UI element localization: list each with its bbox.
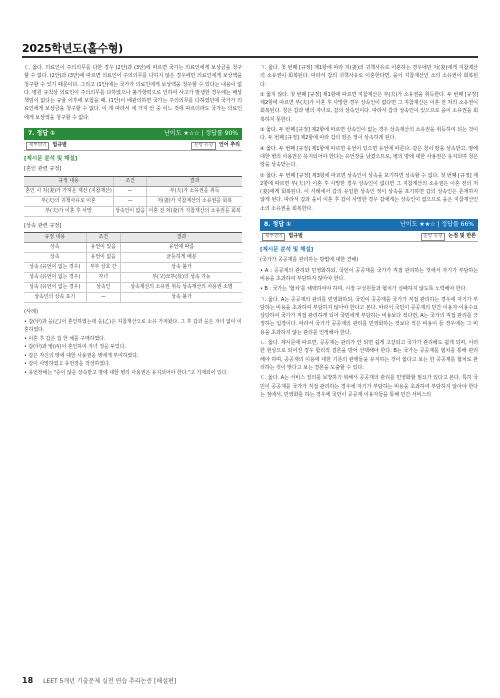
right-column: [260, 64, 478, 401]
marriage-rules-table: [24, 176, 242, 217]
list-item: • 유언장에는 "증이 않을 상속받고 땅에 대한 병의 사용권은 유지되어야 한다."고 기재되어 있다.: [24, 369, 228, 376]
table-cell: 유언에 따름: [121, 242, 243, 252]
table-cell: 상속인의 상속 포기: [24, 292, 86, 302]
table-header: 규정 내용: [24, 176, 114, 186]
table-cell: 상속 (유언이 없는 경우): [24, 262, 86, 272]
footer-text: LEET 5개년 기출문제 실전 연습 추리논증 [해설편]: [43, 678, 177, 685]
table-cell: 상속인: [86, 282, 120, 292]
table-cell: 상속인이 없음: [114, 206, 147, 216]
table-cell: 균등하게 배분: [121, 252, 243, 262]
table-row: [24, 282, 242, 292]
table-header: 조건: [86, 232, 120, 242]
answer-paragraph: ③ 옳다. 두 번째 [규정] 제2항에 따르면 상속인이 없는 경우 상속재산의 소유권을 취득하여 되는 것이다. 두 번째 [규정] 제2항에 따라 갑의 땅은 정이 상속하게 된다.: [260, 127, 478, 142]
answer-paragraph: ② 옳지 않다. 첫 번째 [규정] 제1항에 따르면 지참재산은 부(夫)가 소유권을 취득한다. 두 번째 [규정] 제2항에 따르면 부(夫)가 이혼 후 사망한 경우 상속인이 없다면 그 지참재산은 이혼 전 처의 소유권이 회복된다. 청은 갑과 병의 자녀로, 갑의 상속인이다. 따라서 갑의 상속인이 있으므로 을이 소유권을 회복하지 못한다.: [260, 91, 478, 123]
analysis-title: [제시문 분석 및 해설]: [260, 247, 314, 254]
tag-label: 문항 유형: [421, 233, 446, 241]
question-8-bar: [260, 219, 478, 231]
table-header: 규정 내용: [24, 232, 86, 242]
table-header: 결과: [121, 232, 243, 242]
table-cell: 유언이 있음: [86, 242, 120, 252]
tag-value: 법규범: [288, 233, 303, 240]
table-cell: 부(夫)가 소유권을 취득: [147, 186, 242, 196]
table-cell: 상속: [24, 242, 86, 252]
table-row: [24, 242, 242, 252]
table-cell: 상속 (유언이 없는 경우): [24, 272, 86, 282]
table-row: [24, 262, 242, 272]
question-8-tags: [260, 231, 478, 242]
table-cell: 상속재산의 소유권 취득 상속재산의 사용권 소멸: [121, 282, 243, 292]
table-row: [24, 252, 242, 262]
inheritance-rules-heading: [상속 관련 규정]: [24, 222, 62, 229]
table-cell: 부(夫)가 이혼 후 사망: [24, 206, 114, 216]
case-list: [24, 318, 242, 377]
question-8-number: 8. 정답 ①: [264, 221, 292, 229]
intro-paragraph: ㄷ. 옳다. 의료인이 주의의무를 다한 경우 (2안)과 (3안)에 따르면 국가는 의료인에게 보상금을 청구할 수 없다. (2안)과 (3안)에 따르면 의료인이 주의의무를 다하지 않은 경우에만 의료인에게 보상액을 청구할 수 있기 때문이다. 그리고 (1안)에는 국가가 의료인에게 보상액을 청구할 수 있다는 내용이 없다. 병원 규칙상 의료인이 주의의무를 다하였으나 불가항력으로 인하여 사고가 발생한 경우에는 배상책임이 없다는 규율 이후에 보험을 때. (1안)이 배관의하면 국가는 주의의무를 다하였던에 국가가 의료인에게 보상금을 청구할 수 없다. 이 개 따라서 세 가지 안 중 어느 것에 따르더라도 국가는 의료인에게 보상액을 청구할 수 없다.: [24, 65, 242, 121]
table-cell: —: [114, 186, 147, 196]
table-cell: —: [114, 196, 147, 206]
list-item: • 갑이 사망하였고 유언장을 작성하였다.: [24, 361, 111, 368]
table-header: 결과: [147, 176, 242, 186]
table-row: [24, 272, 242, 282]
answer-paragraph: ④ 옳다. 두 번째 [규정] 제1항에 따르면 유언이 있으면 유언에 따른다. 갑은 청이 땅을 상속받고, 땅에 대한 병의 사용권은 유지되어야 한다는 유언장을 남겼으므로, 병의 땅에 대한 사용권은 유지되며 청은 땅을 상속받는다.: [260, 145, 478, 169]
answer-paragraph: • B : 국가는 '협치'를 채택하여야 하며, 시장 구성원들과 협치가 실패하지 않도록 노력해야 한다.: [260, 286, 467, 293]
tag-value: 언어 추리: [218, 142, 240, 149]
list-item: • 이혼 후 갑은 집 한 채를 구매하였다.: [24, 335, 106, 342]
tag-label: 세부영역: [26, 142, 49, 150]
page-title: 2025학년도(홀수형): [22, 42, 123, 55]
question-7-number: 7. 정답 ①: [28, 130, 56, 138]
tag-value: 법규범: [52, 142, 67, 149]
table-row: [24, 186, 242, 196]
left-column: [24, 64, 242, 377]
answer-paragraph: ㄴ. 옳다. 제시문에 따르면, 공공재는 관리가 안 되면 쉽게 고갈되고 국가가 관리해도 쉽게 되며, 이러한 현상으로 되어진 경우 합리적 결론을 방어 선택해야 한다. B는 국가는 공공재를 협치를 통해 관리해야 하며, 공공재의 이용에 대한 기존의 관행들을 유지하는 것이 옳다고 보는 한 공공재를 협치로 관리하는 것이 맞다고 보는 결론을 도출할 수 있다.: [260, 340, 478, 371]
page-footer: [22, 676, 478, 685]
page-header: [22, 22, 478, 58]
case-heading: (사례): [24, 308, 39, 315]
tag-label: 세부영역: [262, 233, 285, 241]
answer-paragraph: ⑤ 옳다. 두 번째 [규정] 제3항에 따르면 상속인이 상속을 포기하면 상속할 수 없다. 첫 번째 [규정] 제2항에 따르면 부(夫)가 이혼 후 사망한 경우 상속인이 없다면 그 지참재산의 소유권은 이혼 전의 처(妻)에게 회복된다. 이 사례에서 갑의 유일한 상속인 정이 상속을 포기하면 갑의 상속인은 존재하지 않게 된다. 따라서 갑과 을이 이혼 후 갑이 사망한 경우 갑에게는 상속인이 없으므로 을은 지참재산인 소의 소유권을 회복한다.: [260, 172, 478, 212]
list-item: • 갑은 자신의 땅에 대한 사용권을 병에게 부여하였다.: [24, 352, 139, 359]
inheritance-rules-table: [24, 232, 242, 303]
table-row: [24, 206, 242, 216]
table-cell: 이혼 전 처(妻)가 지참재산의 소유권을 회복: [147, 206, 242, 216]
page-number: 18: [22, 676, 34, 685]
table-cell: 처(妻)가 지참재산의 소유권을 회복: [147, 196, 242, 206]
table-cell: 자녀: [86, 272, 120, 282]
question-7-bar: [24, 128, 242, 140]
table-cell: 부부 상호 간: [86, 262, 120, 272]
question-7-tags: [24, 140, 242, 151]
table-cell: 부(夫)의 귀책사유로 이혼: [24, 196, 114, 206]
answer-paragraph: • A : 공공재의 관리와 민영화하되, 국민이 공공재를 국가가 직접 관리하는 것에서 자기가 부담하는 비용을 초과하여 부담하지 않아야 한다.: [260, 267, 478, 282]
list-item: • 갑(甲)과 을(乙)이 혼인하였는데 을(乙)은 지참재산으로 소유 가져왔다. 그 후 갑과 을은 자녀 없이 이혼하였다.: [24, 319, 242, 334]
table-cell: 혼인 시 처(妻)가 가져온 재산 (지참재산): [24, 186, 114, 196]
tag-label: 문항 유형: [191, 142, 216, 150]
answer-paragraph: ㄱ. 옳다. 첫 번째 [규정] 제1항에 따라 처(妻)의 귀책사유로 이혼하는 경우에만 처(妻)에게 지참재산의 소유권이 회복된다. 따라서 갑의 귀책사유로 이혼한다면, 을이 지참재산인 소의 소유권이 회복된다.: [260, 65, 478, 88]
analysis-title: [제시문 분석 및 해설]: [24, 156, 78, 163]
tag-value: 논점 및 반론: [448, 233, 476, 240]
answer-paragraph: (국가가 공공재를 관리하는 방법에 대한 견해): [260, 257, 359, 264]
question-8-level: 난이도 ★★☆ | 정답률 66%: [400, 221, 474, 229]
marriage-rules-heading: [혼인 관련 규정]: [24, 166, 62, 173]
answer-paragraph: ㄱ. 옳다. A는 공공재의 관리를 민영화하되, 국민이 공공재를 국가가 직접 관리하는 경우에 자기가 부담하는 비용을 초과하여 부담하지 않아야 한다고 본다. 따라서 국민이 공공재의 민간 이용자 이용수요 상당하여 국가가 직접 관리하게 되어 국민에게 부담하는 비용보다 적다면, A는 국가의 직접 관리를 긍정하는 입장이다. 따라서 국가가 공공재의 관리를 민영화하는 것보다 적은 비용이 들 경우에는 그 비용을 초과하지 않는 관리를 인정해야 한다.: [260, 296, 478, 336]
table-cell: 상속 (유언이 없는 경우): [24, 282, 86, 292]
list-item: • 갑(甲)과 병(丙)이 혼인하여 자녀 정을 두었다.: [24, 344, 127, 351]
table-header: 조건: [114, 176, 147, 186]
table-cell: 부(父)모부(母)의 상속 가능: [121, 272, 243, 282]
table-cell: 상속: [24, 252, 86, 262]
table-cell: 유언이 없음: [86, 252, 120, 262]
table-row: [24, 292, 242, 302]
answer-paragraph: ㄷ. 옳다. A는 서비스 질의를 보장하기 위해서 공공재의 관리를 민영화할 필요가 있다고 본다. 특히 국민이 공공재를 국가가 직접 관리하는 경우에 자기가 부담하는 비용을 초과하여 부담하지 않아야 한다는 점에서, 민영화를 하는 경우에 국민이 공공재 이용자들을 통해 민간 서비스의: [260, 375, 478, 398]
table-cell: —: [86, 292, 120, 302]
table-cell: 상속 불가: [121, 262, 243, 272]
table-row: [24, 196, 242, 206]
question-7-level: 난이도 ★☆☆ | 정답률 90%: [164, 130, 238, 138]
table-cell: 상속 불가: [121, 292, 243, 302]
